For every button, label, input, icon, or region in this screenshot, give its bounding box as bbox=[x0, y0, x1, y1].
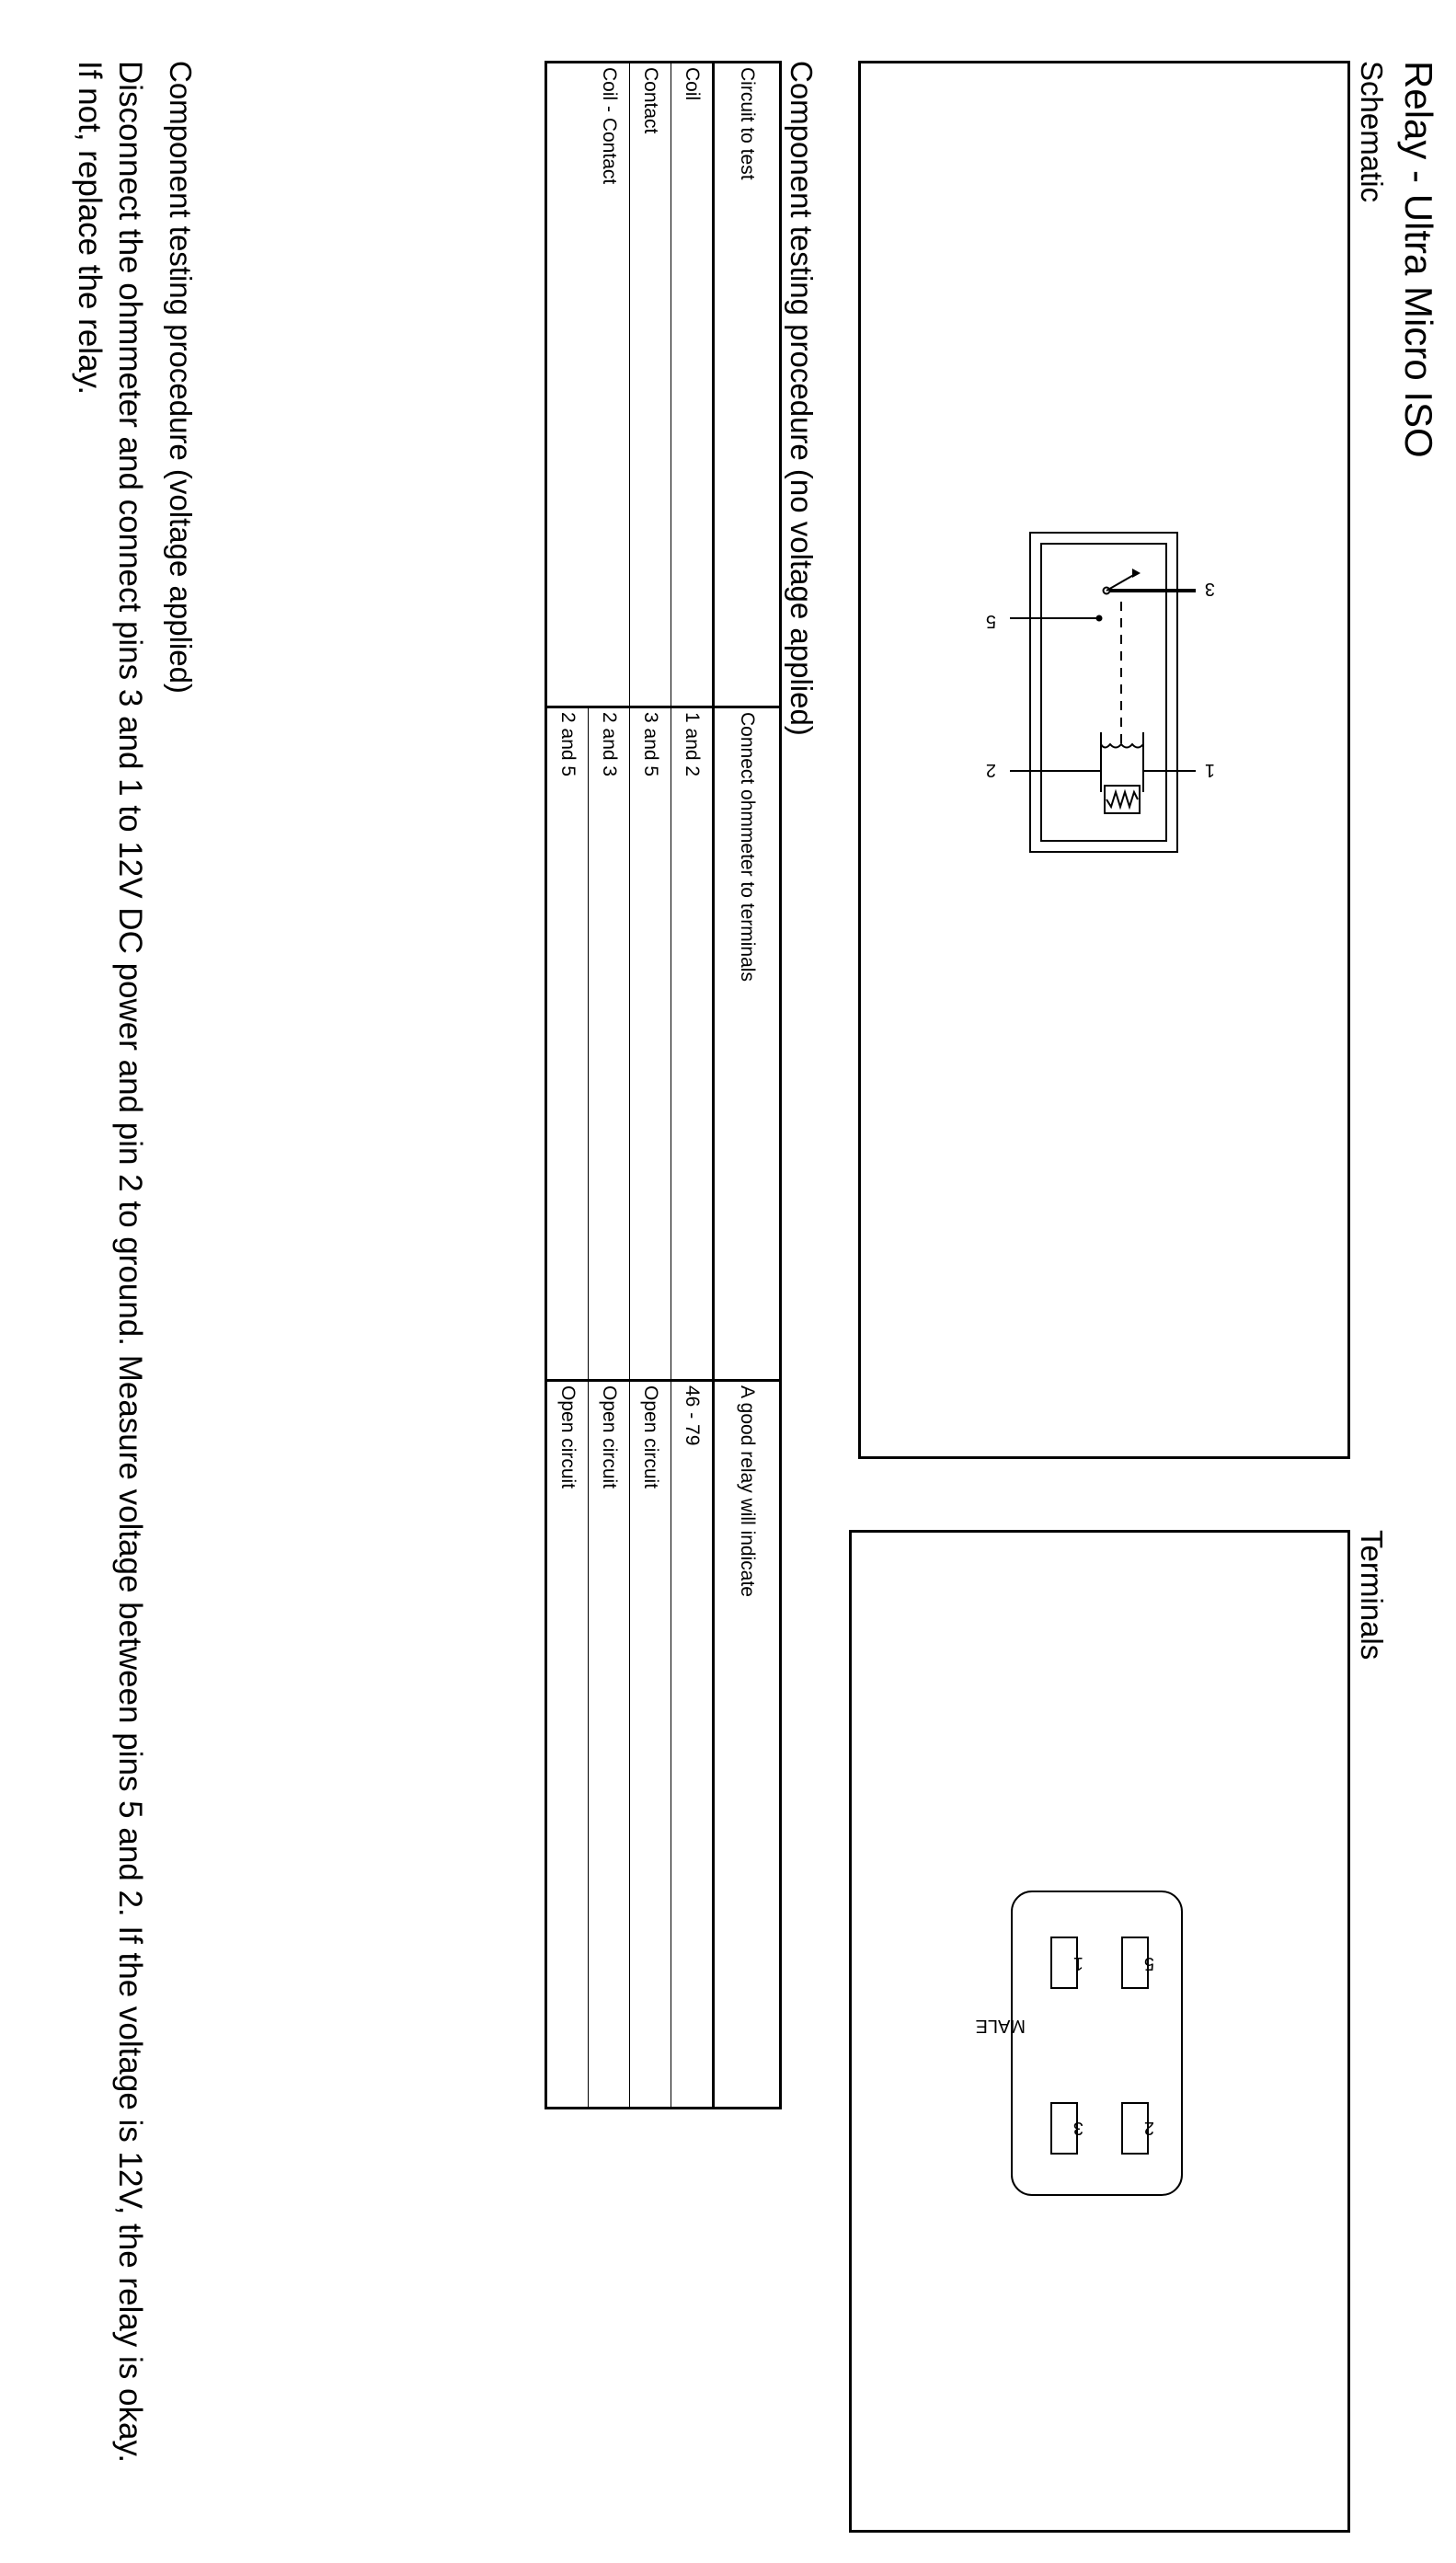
table-cell: 1 and 2 bbox=[671, 707, 714, 1381]
table-cell: Open circuit bbox=[546, 1381, 589, 2109]
column-header-circuit: Circuit to test bbox=[714, 63, 781, 707]
terminal-pin-label-3: 3 bbox=[1072, 2118, 1083, 2138]
table-cell: 2 and 5 bbox=[546, 707, 589, 1381]
table-row bbox=[671, 63, 714, 2109]
terminal-pin-label-2: 2 bbox=[1143, 2118, 1154, 2138]
table-cell: Contact bbox=[630, 63, 671, 707]
relay-schematic-diagram bbox=[861, 63, 1347, 1456]
terminals-panel bbox=[849, 1530, 1350, 2533]
schematic-pin-label-3: 3 bbox=[1204, 579, 1215, 599]
terminal-layout-diagram bbox=[852, 1533, 1347, 2530]
no-voltage-test-heading: Component testing procedure (no voltage applied) bbox=[785, 61, 819, 736]
schematic-heading: Schematic bbox=[1355, 61, 1389, 203]
schematic-pin-label-1: 1 bbox=[1204, 760, 1215, 780]
terminal-pin-label-1: 1 bbox=[1072, 1953, 1083, 1973]
page-title: Relay - Ultra Micro ISO bbox=[1397, 61, 1440, 458]
table-row bbox=[630, 63, 671, 2109]
terminals-heading: Terminals bbox=[1355, 1530, 1389, 1661]
no-voltage-test-table bbox=[545, 61, 782, 2109]
table-cell: Open circuit bbox=[630, 1381, 671, 2109]
table-cell: 2 and 3 bbox=[589, 707, 630, 1381]
schematic-panel bbox=[858, 61, 1350, 1459]
table-cell: Open circuit bbox=[589, 1381, 630, 2109]
voltage-test-heading: Component testing procedure (voltage applied) bbox=[164, 61, 198, 694]
table-header-row bbox=[714, 63, 781, 2109]
schematic-pin-label-5: 5 bbox=[985, 611, 996, 631]
schematic-pin-label-2: 2 bbox=[985, 760, 996, 780]
table-cell: 46 - 79 bbox=[671, 1381, 714, 2109]
terminal-pin-label-5: 5 bbox=[1143, 1953, 1154, 1973]
connector-label: MALE bbox=[975, 2016, 1026, 2036]
table-cell: 3 and 5 bbox=[630, 707, 671, 1381]
column-header-result: A good relay will indicate bbox=[714, 1381, 781, 2109]
table-cell: Coil bbox=[671, 63, 714, 707]
column-header-terminals: Connect ohmmeter to terminals bbox=[714, 707, 781, 1381]
table-row bbox=[589, 63, 630, 2109]
table-cell: Coil - Contact bbox=[546, 63, 630, 707]
voltage-test-instructions: Disconnect the ohmmeter and connect pins 3 and 1 to 12V DC power and pin 2 to ground. Measure voltage between pins 5 and 2. If the voltage is 12V, the relay is okay. If not, replace the relay. bbox=[72, 61, 148, 2464]
